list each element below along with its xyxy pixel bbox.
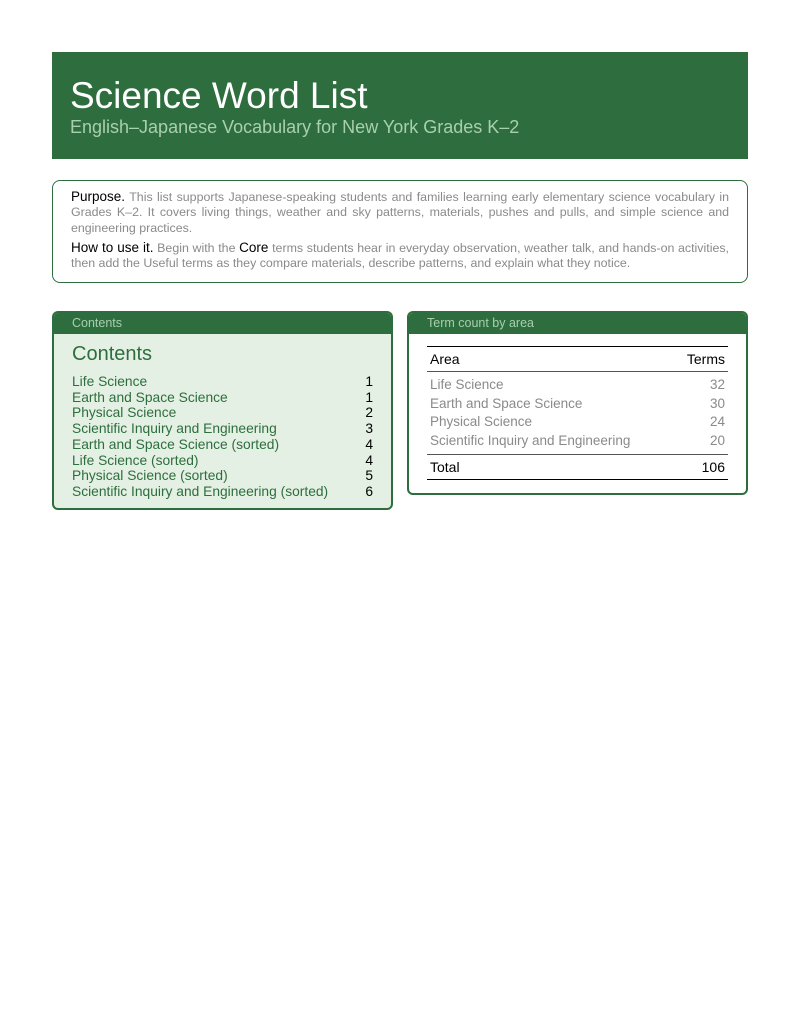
purpose-label: Purpose. (71, 189, 126, 204)
contents-item-page: 6 (365, 483, 373, 499)
contents-item-page: 5 (365, 468, 373, 484)
table-row (427, 413, 728, 432)
contents-item-label: Earth and Space Science (sorted) (72, 436, 280, 452)
table-row (427, 395, 728, 414)
how-to-use-text-2: terms students hear in everyday observation, weather talk, and hands-on activities, then add the Useful terms as they compare materials, describe patterns, and explain what they notice. (71, 240, 729, 271)
contents-item-label: Scientific Inquiry and Engineering (sorted) (72, 483, 329, 499)
total-value: 106 (675, 455, 728, 480)
contents-item-label: Physical Science (72, 405, 177, 421)
contents-item-label: Life Science (sorted) (72, 452, 199, 468)
term-count-panel (407, 311, 748, 495)
contents-item-page: 1 (365, 389, 373, 405)
contents-item-page: 2 (365, 405, 373, 421)
document-subtitle: English–Japanese Vocabulary for New York Grades K–2 (70, 117, 520, 137)
total-row (427, 455, 728, 480)
contents-item-scientific-inquiry[interactable] (72, 421, 373, 437)
column-header-area: Area (427, 347, 675, 372)
how-to-use-text-1: Begin with the (157, 240, 236, 255)
column-header-terms: Terms (675, 347, 728, 372)
table-row (427, 372, 728, 395)
area-cell: Life Science (430, 377, 504, 392)
intro-box (52, 180, 748, 283)
contents-item-page: 4 (365, 452, 373, 468)
terms-cell: 24 (709, 414, 725, 430)
terms-cell: 30 (709, 395, 725, 411)
contents-list (54, 374, 391, 500)
contents-item-page: 1 (365, 374, 373, 389)
contents-panel (52, 311, 393, 510)
how-to-use-paragraph (71, 240, 729, 272)
term-count-panel-bar: Term count by area (409, 313, 746, 334)
terms-cell: 32 (709, 377, 725, 392)
contents-item-life-science[interactable] (72, 374, 373, 390)
area-cell: Scientific Inquiry and Engineering (430, 432, 631, 448)
area-cell: Earth and Space Science (430, 395, 583, 411)
contents-panel-bar: Contents (54, 313, 391, 334)
contents-item-physical-science-sorted[interactable] (72, 468, 373, 484)
document-title: Science Word List (70, 75, 368, 116)
contents-heading: Contents (72, 343, 153, 365)
table-row (427, 432, 728, 455)
contents-item-scientific-inquiry-sorted[interactable] (72, 484, 373, 500)
contents-item-page: 4 (365, 436, 373, 452)
contents-item-earth-space-science-sorted[interactable] (72, 437, 373, 453)
contents-item-label: Physical Science (sorted) (72, 468, 228, 484)
contents-item-label: Life Science (72, 374, 148, 389)
purpose-text: This list supports Japanese-speaking students and families learning early elementary science vocabulary in Grades K–2. It covers living things, weather and sky patterns, materials, pushes and pulls, and simple science and engineering practices. (71, 190, 729, 235)
total-label: Total (427, 455, 675, 480)
contents-item-label: Scientific Inquiry and Engineering (72, 421, 277, 437)
table-header-row (427, 347, 728, 372)
area-cell: Physical Science (430, 414, 533, 430)
contents-item-earth-space-science[interactable] (72, 390, 373, 406)
term-count-table (427, 346, 728, 480)
terms-cell: 20 (709, 432, 725, 448)
how-to-use-label: How to use it. (71, 239, 154, 255)
purpose-paragraph (71, 189, 729, 236)
contents-item-physical-science[interactable] (72, 405, 373, 421)
contents-item-label: Earth and Space Science (72, 389, 228, 405)
contents-item-life-science-sorted[interactable] (72, 453, 373, 469)
core-term-label: Core (239, 239, 269, 255)
title-banner (52, 52, 748, 159)
contents-item-page: 3 (365, 421, 373, 437)
